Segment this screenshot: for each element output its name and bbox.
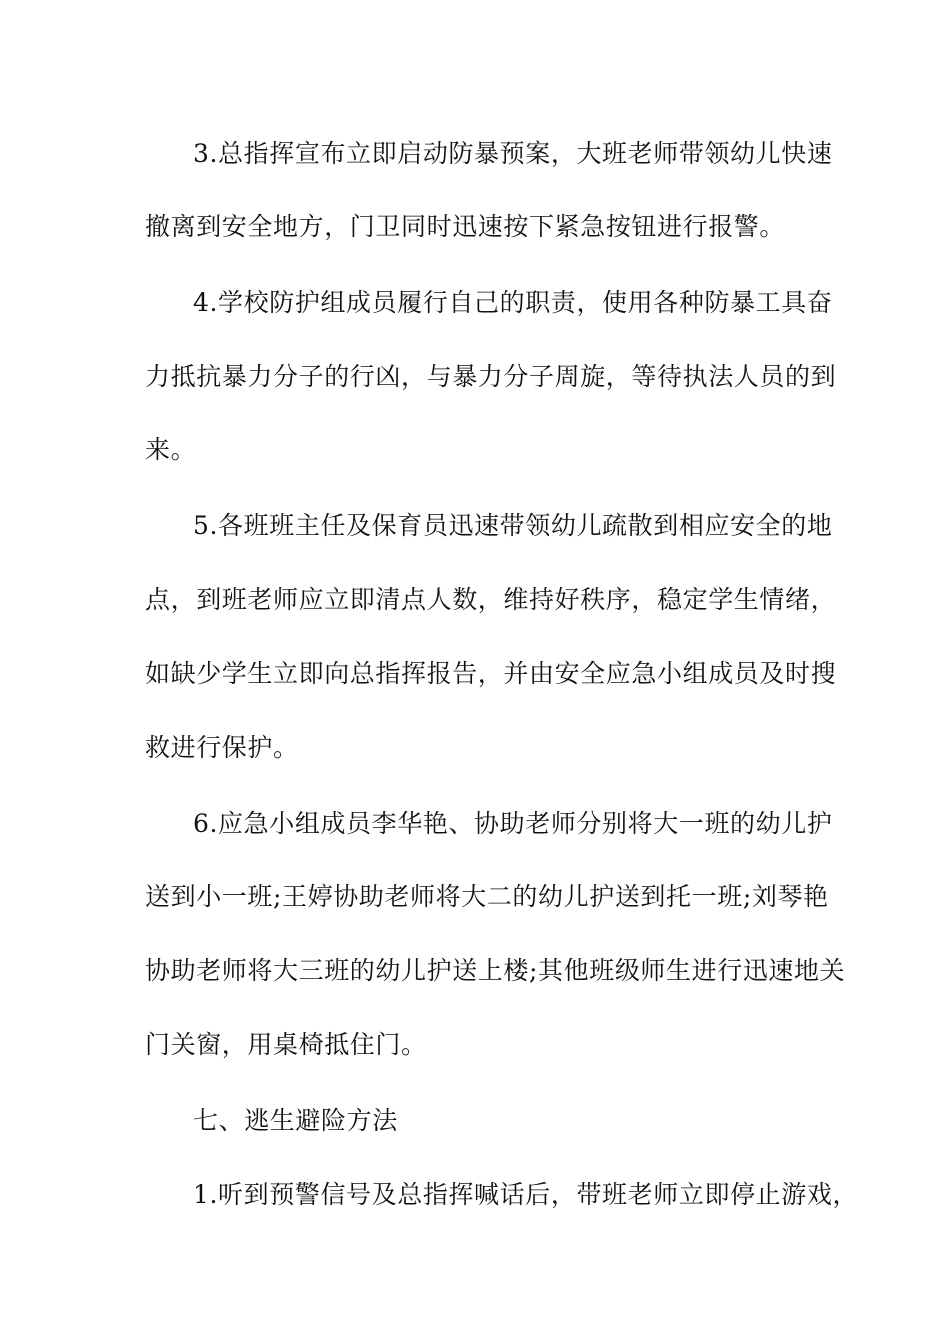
paragraph-5-line-4: 救进行保护。 (145, 733, 299, 762)
paragraph-5-line-3: 如缺少学生立即向总指挥报告，并由安全应急小组成员及时搜 (145, 659, 837, 688)
section-heading-seven: 七、逃生避险方法 (193, 1106, 398, 1135)
paragraph-5-line-1: 5.各班班主任及保育员迅速带领幼儿疏散到相应安全的地 (193, 511, 833, 540)
paragraph-6-line-4: 门关窗，用桌椅抵住门。 (145, 1030, 427, 1059)
paragraph-4-line-1: 4.学校防护组成员履行自己的职责，使用各种防暴工具奋 (193, 288, 833, 317)
paragraph-5-line-2: 点，到班老师应立即清点人数，维持好秩序，稳定学生情绪， (145, 585, 837, 614)
paragraph-7-1-line-1: 1.听到预警信号及总指挥喊话后，带班老师立即停止游戏， (193, 1180, 859, 1209)
paragraph-3-line-1: 3.总指挥宣布立即启动防暴预案，大班老师带领幼儿快速 (193, 139, 833, 168)
paragraph-3-line-2: 撤离到安全地方，门卫同时迅速按下紧急按钮进行报警。 (145, 212, 786, 241)
paragraph-4-line-3: 来。 (145, 435, 197, 464)
paragraph-6-line-1: 6.应急小组成员李华艳、协助老师分别将大一班的幼儿护 (193, 809, 833, 838)
paragraph-4-line-2: 力抵抗暴力分子的行凶，与暴力分子周旋，等待执法人员的到 (145, 362, 837, 391)
paragraph-6-line-3: 协助老师将大三班的幼儿护送上楼;其他班级师生进行迅速地关 (145, 956, 846, 985)
paragraph-6-line-2: 送到小一班;王婷协助老师将大二的幼儿护送到托一班;刘琴艳 (145, 882, 829, 911)
